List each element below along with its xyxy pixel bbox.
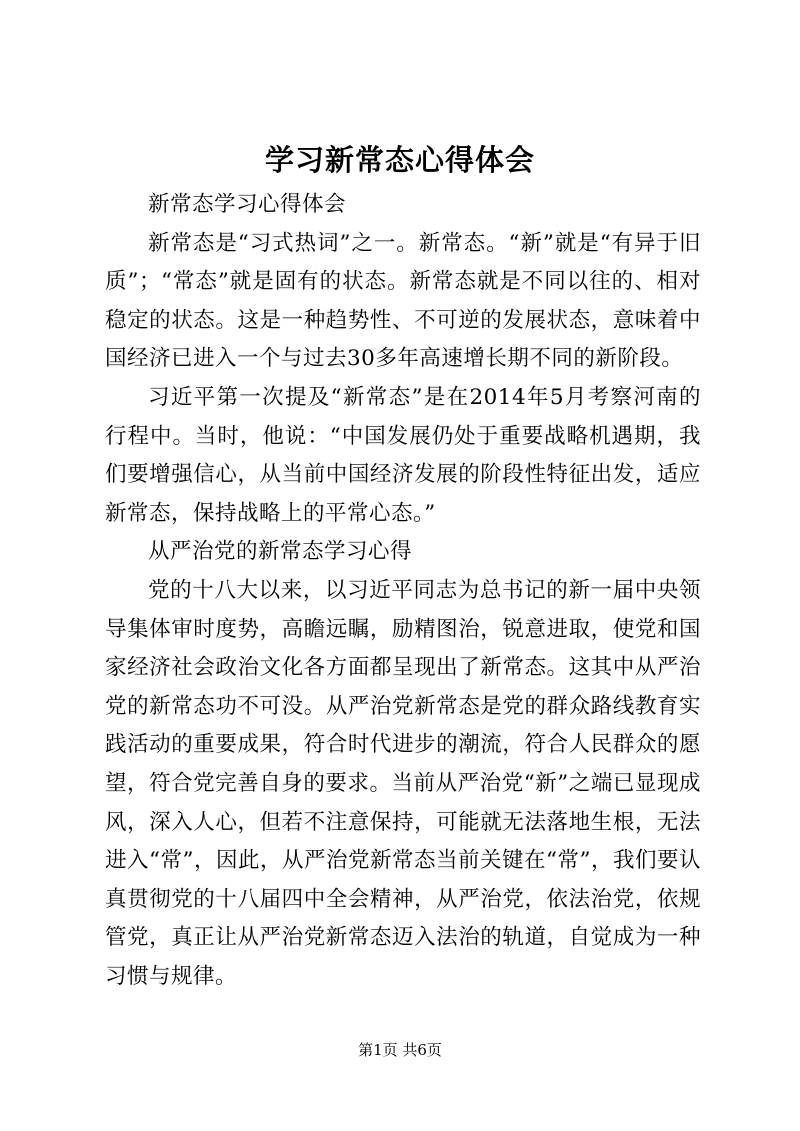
paragraph-section-heading: 从严治党的新常态学习心得 [148, 539, 413, 565]
paragraph-definition: 新常态是“习式热词”之一。新常态。“新”就是“有异于旧质”；“常态”就是固有的状态。新常态就是不同以往的、相对稳定的状态。这是一种趋势性、不可逆的发展状态，意味着中国经济已进入一个与过去30多年高速增长期不同的新阶段。 [105, 230, 701, 372]
paragraph-quote: 习近平第一次提及“新常态”是在2014年5月考察河南的行程中。当时，他说：“中国发展仍处于重要战略机遇期，我们要增强信心，从当前中国经济发展的阶段性特征出发，适应新常态，保持战略上的平常心态。” [105, 384, 701, 526]
paragraph-subtitle: 新常态学习心得体会 [148, 192, 347, 217]
paragraph-party-discipline: 党的十八大以来，以习近平同志为总书记的新一届中央领导集体审时度势，高瞻远瞩，励精图治，锐意进取，使党和国家经济社会政治文化各方面都呈现出了新常态。这其中从严治党的新常态功不可没。从严治党新常态是党的群众路线教育实践活动的重要成果，符合时代进步的潮流，符合人民群众的愿望，符合党完善自身的要求。当前从严治党“新”之端已显现成风，深入人心，但若不注意保持，可能就无法落地生根，无法进入“常”，因此，从严治党新常态当前关键在“常”，我们要认真贯彻党的十八届四中全会精神，从严治党，依法治党，依规管党，真正让从严治党新常态迈入法治的轨道，自觉成为一种习惯与规律。 [105, 577, 701, 989]
page-number-footer: 第1页 共6页 [358, 1041, 442, 1059]
document-title: 学习新常态心得体会 [264, 143, 535, 177]
document-body [105, 186, 701, 996]
